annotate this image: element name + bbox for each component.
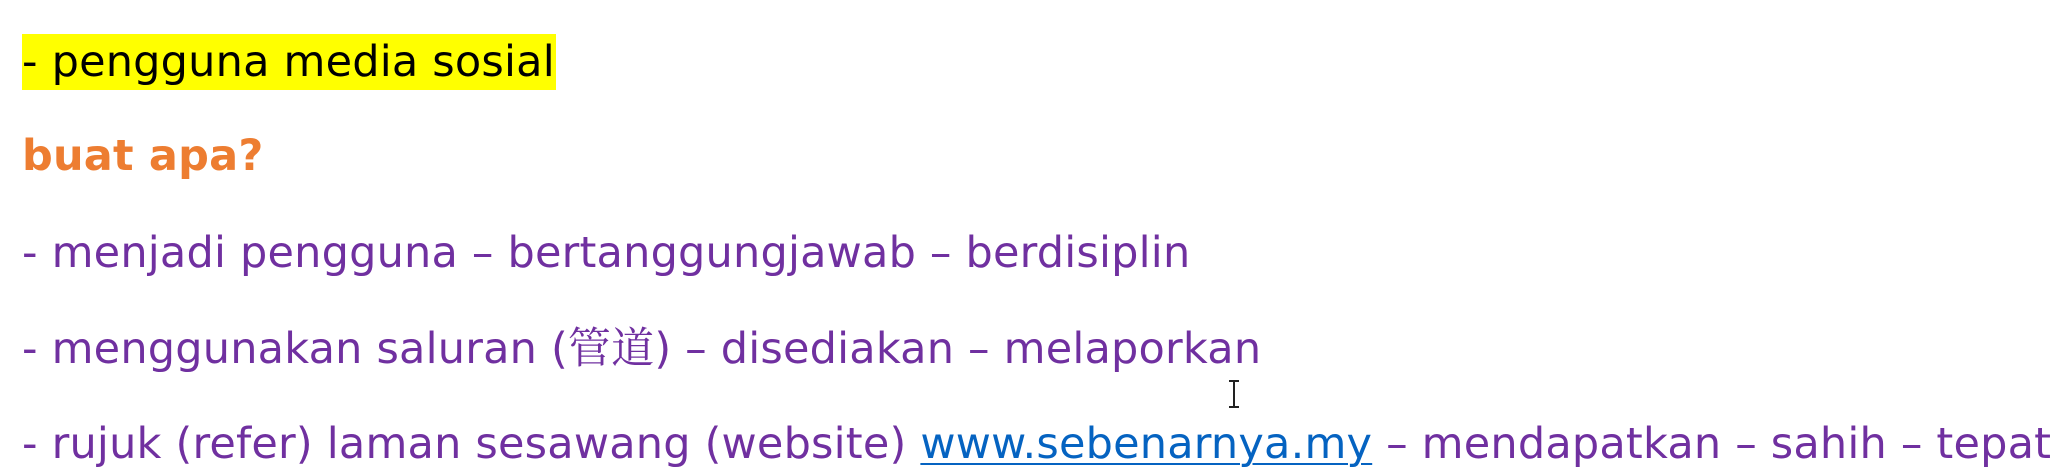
line-rujuk-laman	[22, 416, 2051, 472]
heading-buat-apa: buat apa?	[22, 131, 264, 181]
line-rujuk-suffix: – mendapatkan – sahih – tepat	[1372, 419, 2051, 469]
line-rujuk-prefix: - rujuk (refer) laman sesawang (website)	[22, 419, 921, 469]
text-cursor-icon	[1227, 380, 1241, 408]
highlighted-text: - pengguna media sosial	[22, 34, 556, 90]
sebenarnya-link[interactable]: www.sebenarnya.my	[920, 419, 1373, 469]
line-menggunakan-saluran: - menggunakan saluran (管道) – disediakan – melaporkan	[22, 324, 1262, 374]
line-menjadi-pengguna: - menjadi pengguna – bertanggungjawab – berdisiplin	[22, 228, 1191, 278]
line-pengguna-media-sosial	[22, 34, 556, 90]
